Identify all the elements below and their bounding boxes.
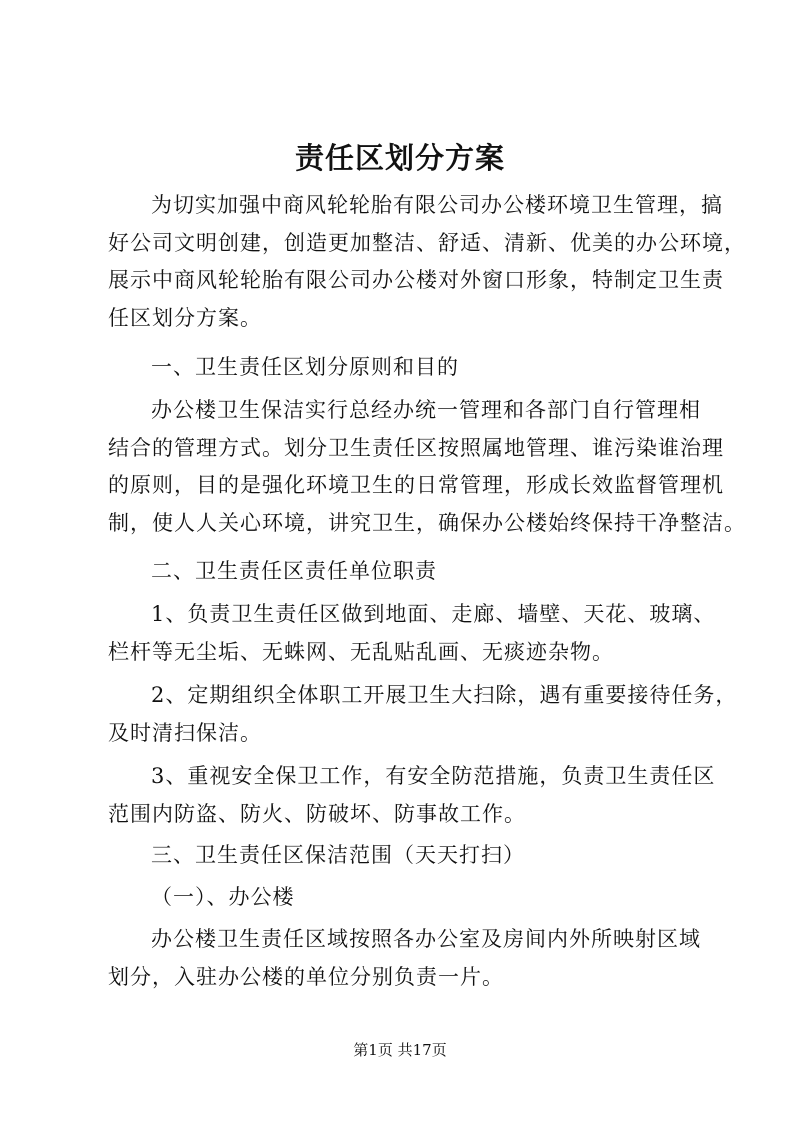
duty-item-1 <box>108 596 716 671</box>
paragraph-intro <box>108 187 746 337</box>
section-heading-3 <box>108 837 708 875</box>
text-line: （一）、办公楼 <box>151 885 295 909</box>
text-line: 1、负责卫生责任区做到地面、走廊、墙壁、天花、玻璃、 <box>151 602 716 626</box>
section-heading-1 <box>108 349 708 387</box>
text-line: 结合的管理方式。划分卫生责任区按照属地管理、谁污染谁治理 <box>108 435 724 460</box>
text-line: 划分，入驻办公楼的单位分别负责一片。 <box>108 964 504 989</box>
page-number-footer: 第1页 共17页 <box>353 1041 447 1059</box>
text-line: 为切实加强中商风轮轮胎有限公司办公楼环境卫生管理，搞 <box>151 193 723 217</box>
subsection-heading <box>108 879 708 917</box>
text-line: 及时清扫保洁。 <box>108 720 262 745</box>
text-line: 栏杆等无尘垢、无蛛网、无乱贴乱画、无痰迹杂物。 <box>108 639 614 664</box>
text-line: 展示中商风轮轮胎有限公司办公楼对外窗口形象，特制定卫生责 <box>108 268 724 292</box>
text-line: 办公楼卫生保洁实行总经办统一管理和各部门自行管理相 <box>151 398 701 422</box>
text-line: 范围内防盗、防火、防破坏、防事故工作。 <box>108 801 526 826</box>
duty-item-2 <box>108 677 738 752</box>
text-line: 办公楼卫生责任区域按照各办公室及房间内外所映射区域 <box>151 927 701 951</box>
text-line: 制，使人人关心环境，讲究卫生，确保办公楼始终保持干净整洁。 <box>108 510 746 535</box>
text-line: 三、卫生责任区保洁范围（天天打扫） <box>151 843 525 867</box>
text-line: 2、定期组织全体职工开展卫生大扫除，遇有重要接待任务， <box>151 683 738 707</box>
text-line: 二、卫生责任区责任单位职责 <box>151 559 437 583</box>
text-line: 好公司文明创建，创造更加整洁、舒适、清新、优美的办公环境， <box>108 230 746 255</box>
text-line: 一、卫生责任区划分原则和目的 <box>151 355 459 379</box>
duty-item-3 <box>108 758 716 833</box>
paragraph-principles <box>108 392 746 542</box>
text-line: 3、重视安全保卫工作，有安全防范措施，负责卫生责任区 <box>151 764 716 788</box>
text-line: 任区划分方案。 <box>108 305 262 330</box>
paragraph-office <box>108 921 708 996</box>
text-line: 的原则，目的是强化环境卫生的日常管理，形成长效监督管理机 <box>108 473 724 497</box>
section-heading-2 <box>108 553 708 591</box>
page-title: 责任区划分方案 <box>294 141 505 175</box>
